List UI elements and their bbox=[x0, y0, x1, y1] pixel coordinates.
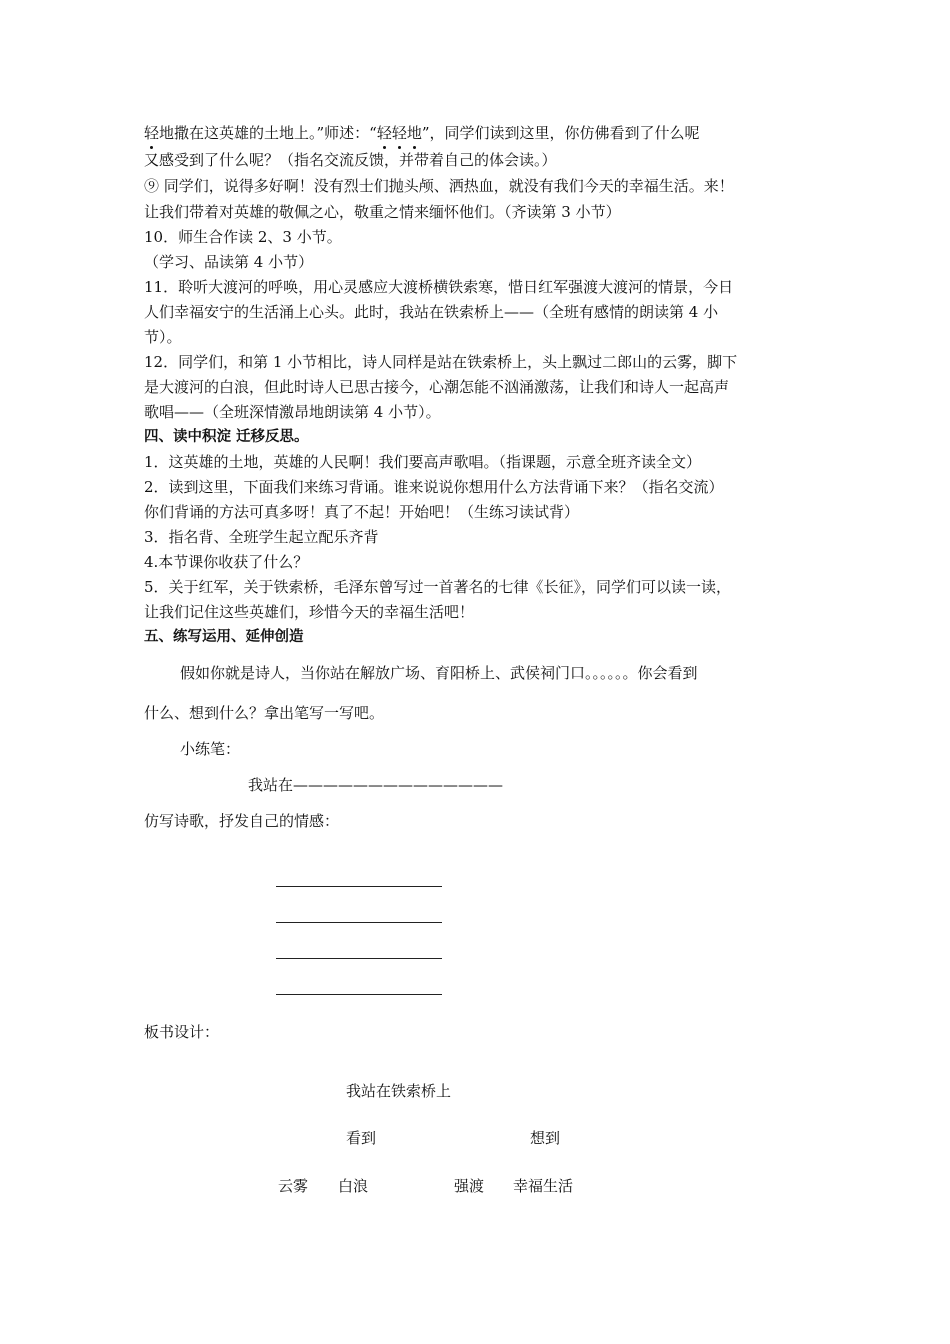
paragraph-line bbox=[144, 123, 700, 143]
paragraph-line: 你们背诵的方法可真多呀！真了不起！开始吧！（生练习读试背） bbox=[144, 503, 580, 521]
paragraph-line: 什么、想到什么？拿出笔写一写吧。 bbox=[144, 704, 385, 722]
paragraph-line: 10．师生合作读 2、3 小节。 bbox=[144, 228, 342, 246]
blackboard-see: 看到 bbox=[346, 1129, 377, 1147]
paragraph-line: 又感受到了什么呢？（指名交流反馈，并带着自己的体会读。） bbox=[144, 151, 557, 169]
blackboard-think-item: 强渡 bbox=[454, 1177, 485, 1195]
paragraph-line: 3．指名背、全班学生起立配乐齐背 bbox=[144, 528, 379, 546]
paragraph-line: 5．关于红军，关于铁索桥，毛泽东曾写过一首著名的七律《长征》，同学们可以读一读， bbox=[144, 578, 732, 596]
blackboard-see-item: 云雾 bbox=[278, 1177, 309, 1195]
paragraph-line: （学习、品读第 4 小节） bbox=[144, 253, 314, 271]
paragraph-line: 1．这英雄的土地，英雄的人民啊！我们要高声歌唱。（指课题，示意全班齐读全文） bbox=[144, 453, 702, 471]
emphasized-text: 轻轻地 bbox=[376, 124, 422, 142]
paragraph-line: 假如你就是诗人，当你站在解放广场、育阳桥上、武侯祠门口。。。。。。你会看到 bbox=[180, 664, 698, 682]
paragraph-line: 11．聆听大渡河的呼唤，用心灵感应大渡桥横铁索寒，惜日红军强渡大渡河的情景，今日 bbox=[144, 278, 734, 296]
paragraph-line: 歌唱——（全班深情激昂地朗读第 4 小节）。 bbox=[144, 403, 441, 421]
writing-blank-line bbox=[276, 994, 442, 995]
paragraph-line: 12．同学们，和第 1 小节相比，诗人同样是站在铁索桥上，头上飘过二郎山的云雾，脚下 bbox=[144, 353, 738, 371]
blackboard-label: 板书设计： bbox=[144, 1023, 220, 1041]
emphasized-char bbox=[144, 123, 159, 143]
line-text: ”，同学们读到这里，你仿佛看到了什么呢 bbox=[421, 124, 700, 142]
paragraph-line: 节）。 bbox=[144, 328, 182, 346]
practice-label: 小练笔： bbox=[180, 740, 241, 758]
blackboard-title: 我站在铁索桥上 bbox=[346, 1082, 452, 1100]
paragraph-line: 是大渡河的白浪，但此时诗人已思古接今，心潮怎能不汹涌激荡，让我们和诗人一起高声 bbox=[144, 378, 730, 396]
emphasized-word bbox=[377, 123, 422, 143]
section-heading: 五、练写运用、延伸创造 bbox=[144, 629, 304, 645]
emphasis-dot bbox=[150, 146, 153, 149]
writing-blank-line bbox=[276, 922, 442, 923]
emphasized-text: 轻 bbox=[144, 124, 160, 142]
emphasis-dot bbox=[413, 146, 416, 149]
writing-blank-line bbox=[276, 958, 442, 959]
paragraph-line: 让我们记住这些英雄们，珍惜今天的幸福生活吧！ bbox=[144, 603, 475, 621]
emphasis-dot bbox=[398, 146, 401, 149]
practice-prompt: 我站在—————————————— bbox=[248, 776, 504, 794]
section-heading: 四、读中积淀 迁移反思。 bbox=[144, 429, 309, 445]
blackboard-think-item: 幸福生活 bbox=[513, 1177, 574, 1195]
paragraph-line: 仿写诗歌，抒发自己的情感： bbox=[144, 812, 340, 830]
emphasis-dot bbox=[383, 146, 386, 149]
paragraph-line: 让我们带着对英雄的敬佩之心，敬重之情来缅怀他们。（齐读第 3 小节） bbox=[144, 203, 621, 221]
paragraph-line: 人们幸福安宁的生活涌上心头。此时，我站在铁索桥上——（全班有感情的朗读第 4 小 bbox=[144, 303, 719, 321]
paragraph-line: 2．读到这里，下面我们来练习背诵。谁来说说你想用什么方法背诵下来？（指名交流） bbox=[144, 478, 724, 496]
writing-blank-line bbox=[276, 886, 442, 887]
blackboard-think: 想到 bbox=[530, 1129, 561, 1147]
blackboard-see-item: 白浪 bbox=[338, 1177, 369, 1195]
paragraph-line: 4.本节课你收获了什么？ bbox=[144, 553, 309, 571]
line-text: 地撒在这英雄的土地上。”师述：“ bbox=[159, 124, 377, 142]
paragraph-line: ⑨ 同学们，说得多好啊！没有烈士们抛头颅、洒热血，就没有我们今天的幸福生活。来！ bbox=[144, 177, 734, 195]
